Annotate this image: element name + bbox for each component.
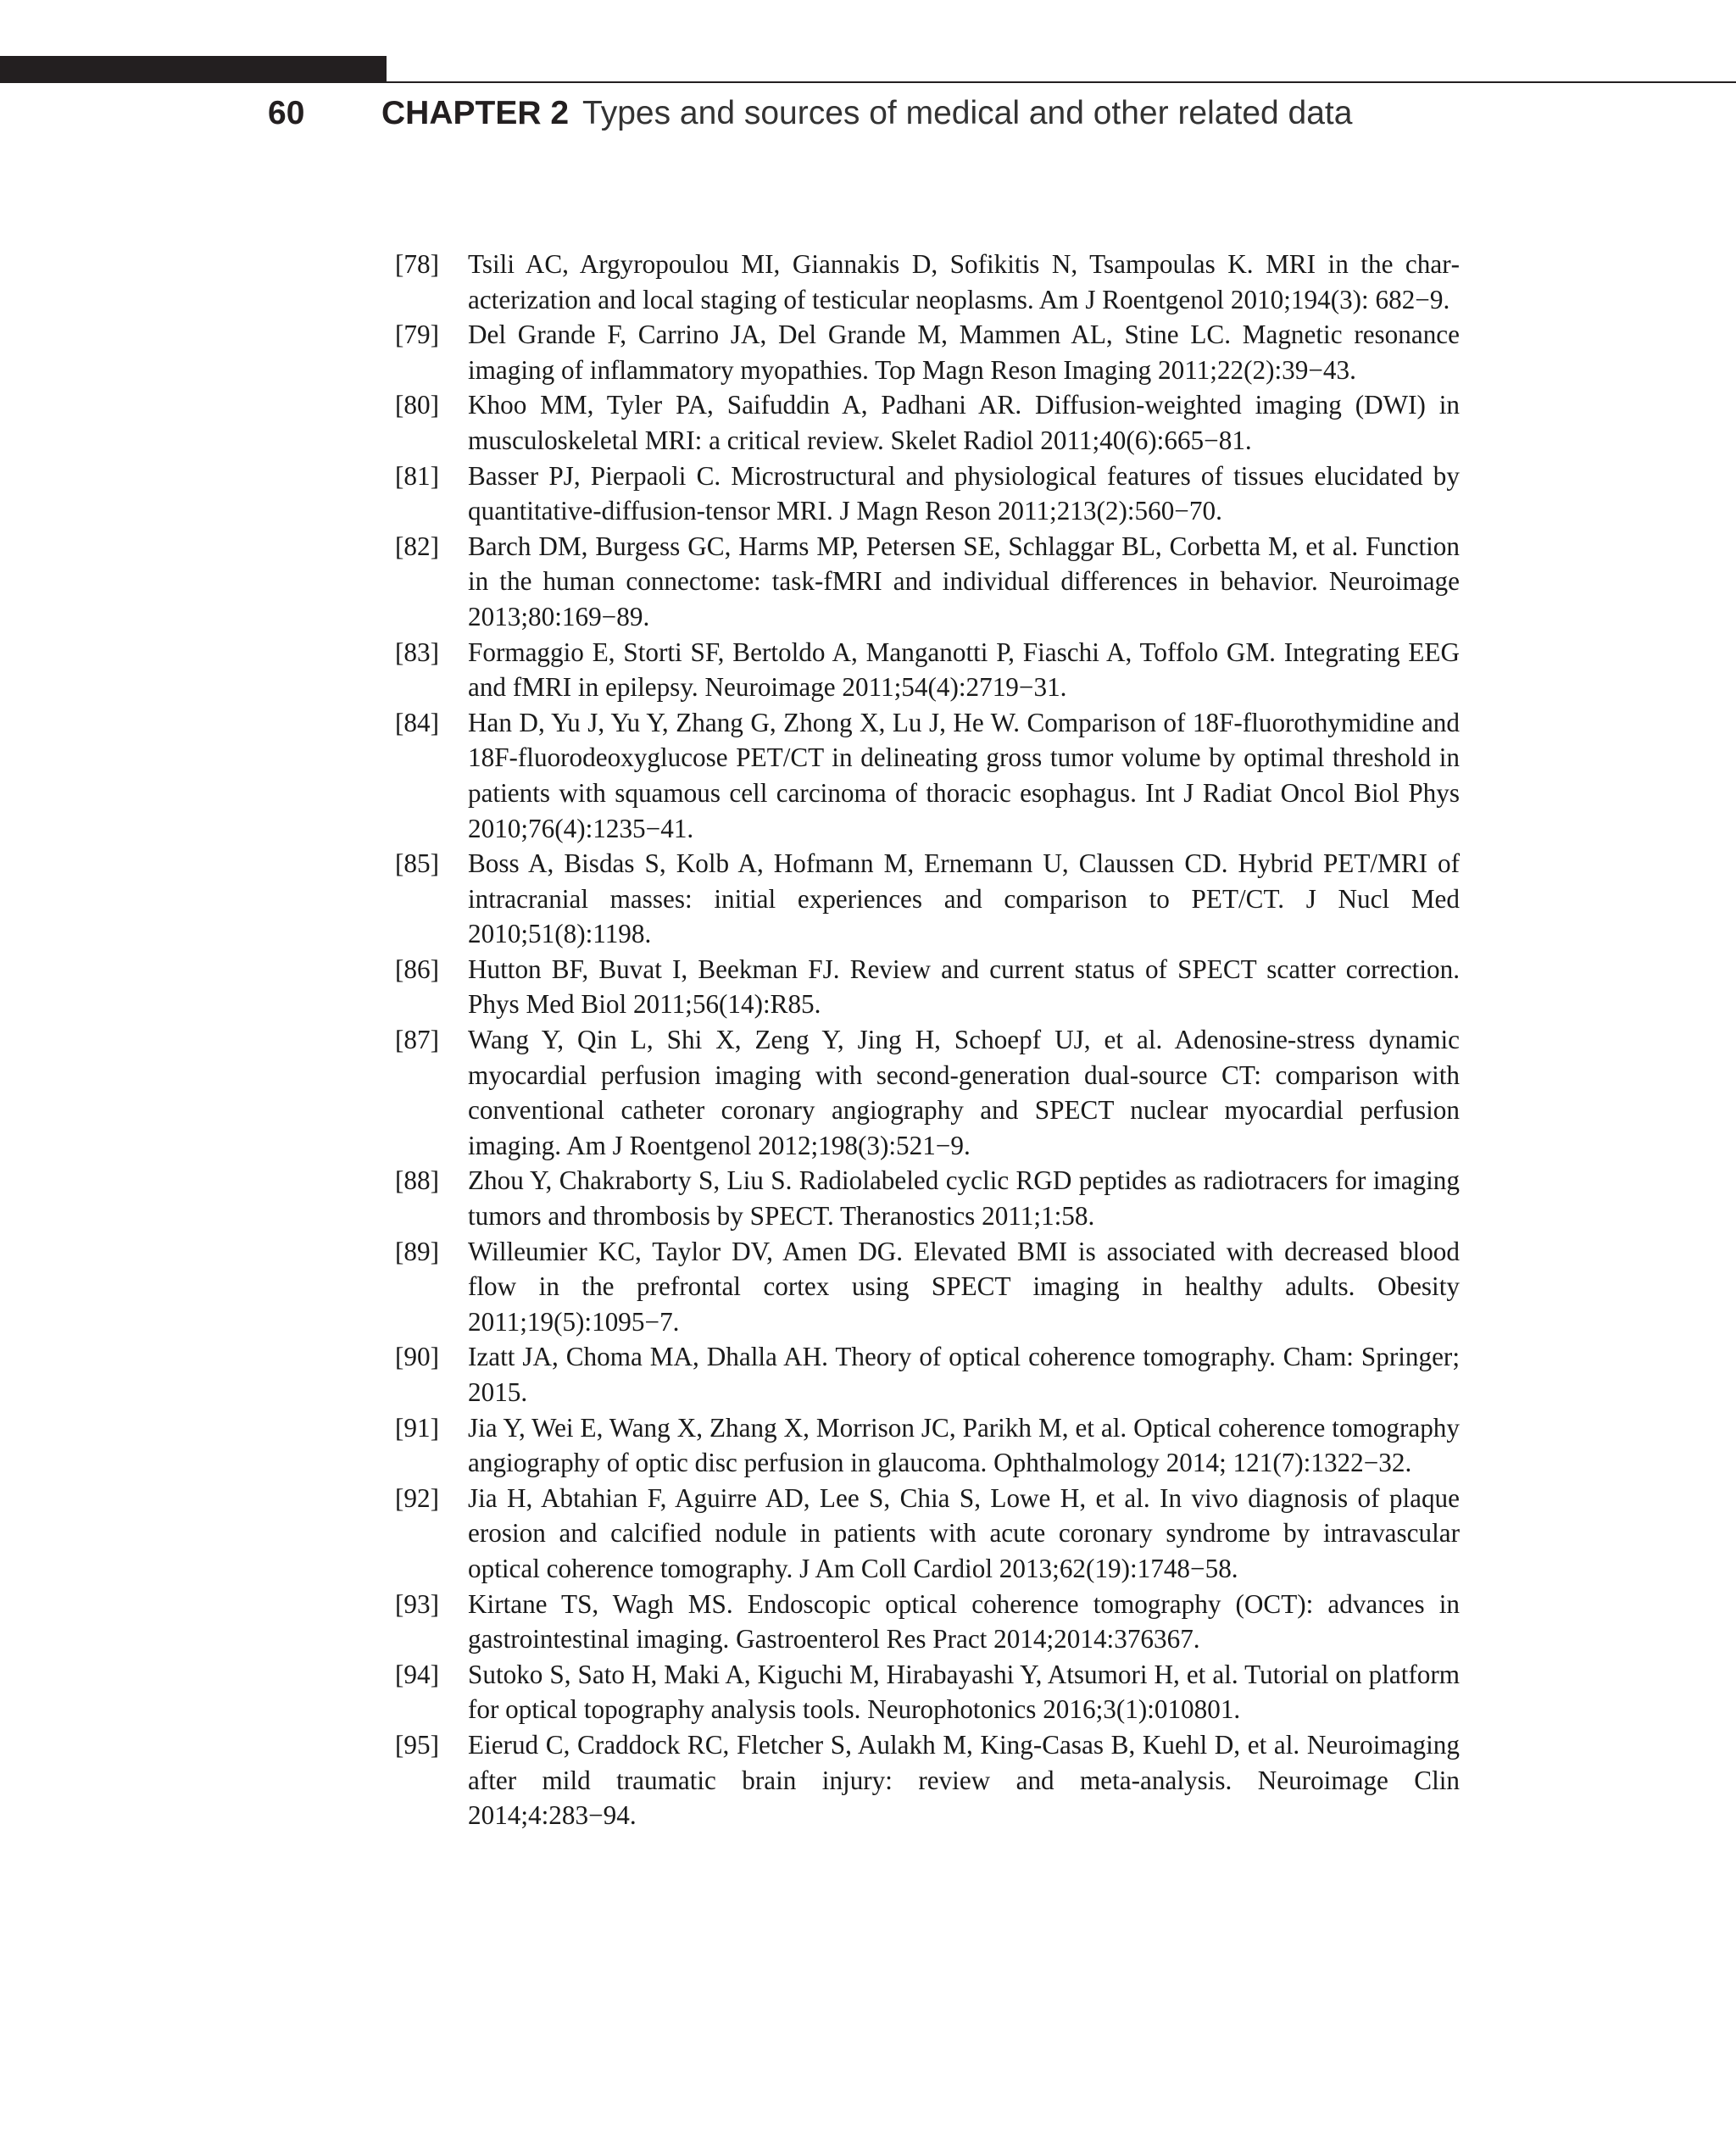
reference-number: [80] [395, 390, 439, 420]
reference-number: [94] [395, 1659, 439, 1689]
reference-text: Wang Y, Qin L, Shi X, Zeng Y, Jing H, Schoepf UJ, et al. Adenosine-stress dynamic myocardial perfusion imaging with second-generation dual-source CT: comparison with conventional catheter coronary angiography and SPECT nuclear myocardial perfusion imaging. Am J Roentgenol 2012;198(3):521−9. [468, 1025, 1460, 1160]
reference-text: Del Grande F, Carrino JA, Del Grande M, Mammen AL, Stine LC. Magnetic resonance imaging of inflammatory myopathies. Top Magn Reson Imaging 2011;22(2):39−43. [468, 320, 1460, 385]
page-number: 60 [268, 95, 305, 131]
reference-number: [89] [395, 1236, 439, 1266]
reference-number: [86] [395, 954, 439, 984]
reference-number: [81] [395, 460, 439, 491]
reference-item [395, 1234, 1460, 1340]
reference-number: [88] [395, 1165, 439, 1196]
reference-text: Khoo MM, Tyler PA, Saifuddin A, Padhani AR. Diffusion-weighted imaging (DWI) in musculoskeletal MRI: a critical review. Skelet Radiol 2011;40(6):665−81. [468, 390, 1460, 455]
reference-item [395, 247, 1460, 317]
reference-text: Tsili AC, Argyropoulou MI, Giannakis D, Sofikitis N, Tsampoulas K. MRI in the characterization and local staging of testicular neoplasms. Am J Roentgenol 2010;194(3): 682−9. [468, 249, 1460, 314]
reference-text: Eierud C, Craddock RC, Fletcher S, Aulakh M, King-Casas B, Kuehl D, et al. Neuroimaging after mild traumatic brain injury: review and meta-analysis. Neuroimage Clin 2014;4:283−94. [468, 1729, 1460, 1831]
reference-item [395, 1022, 1460, 1163]
chapter-label: CHAPTER 2 [381, 95, 570, 131]
reference-item [395, 846, 1460, 952]
header-rule [387, 81, 1736, 83]
reference-text: Boss A, Bisdas S, Kolb A, Hofmann M, Ernemann U, Claussen CD. Hybrid PET/MRI of intracranial masses: initial experiences and comparison to PET/CT. J Nucl Med 2010;51(8):1198. [468, 848, 1460, 949]
reference-item [395, 1339, 1460, 1410]
reference-item [395, 459, 1460, 529]
reference-text: Izatt JA, Choma MA, Dhalla AH. Theory of optical coherence tomography. Cham: Springer; 2015. [468, 1342, 1460, 1407]
reference-item [395, 705, 1460, 846]
reference-number: [83] [395, 637, 439, 667]
reference-number: [87] [395, 1025, 439, 1055]
reference-text: Kirtane TS, Wagh MS. Endoscopic optical coherence tomography (OCT): advances in gastrointestinal imaging. Gastroenterol Res Pract 2014;2014:376367. [468, 1588, 1460, 1654]
reference-item [395, 1481, 1460, 1587]
header-bar [0, 56, 387, 83]
reference-text: Formaggio E, Storti SF, Bertoldo A, Manganotti P, Fiaschi A, Toffolo GM. Integrating EEG and fMRI in epilepsy. Neuroimage 2011;54(4):2719−31. [468, 637, 1460, 703]
reference-item [395, 1657, 1460, 1727]
reference-number: [84] [395, 707, 439, 737]
chapter-title: Types and sources of medical and other related data [582, 95, 1353, 131]
reference-item [395, 387, 1460, 458]
reference-text: Jia H, Abtahian F, Aguirre AD, Lee S, Chia S, Lowe H, et al. In vivo diagnosis of plaque erosion and calcified nodule in patients with acute coronary syndrome by intravascular optical coherence tomography. J Am Coll Cardiol 2013;62(19):1748−58. [468, 1482, 1460, 1583]
running-head [268, 95, 1352, 141]
reference-number: [95] [395, 1729, 439, 1760]
reference-item [395, 1587, 1460, 1657]
reference-number: [93] [395, 1588, 439, 1619]
reference-item [395, 635, 1460, 705]
reference-text: Basser PJ, Pierpaoli C. Microstructural and physiological features of tissues elucidated by quantitative-diffusion-tensor MRI. J Magn Reson 2011;213(2):560−70. [468, 460, 1460, 526]
reference-list [395, 247, 1460, 1833]
reference-number: [85] [395, 848, 439, 879]
reference-text: Sutoko S, Sato H, Maki A, Kiguchi M, Hirabayashi Y, Atsumori H, et al. Tutorial on platform for optical topography analysis tools. Neurophotonics 2016;3(1):010801. [468, 1659, 1460, 1725]
reference-number: [79] [395, 320, 439, 350]
reference-number: [91] [395, 1412, 439, 1443]
reference-text: Hutton BF, Buvat I, Beekman FJ. Review and current status of SPECT scatter correction. Phys Med Biol 2011;56(14):R85. [468, 954, 1460, 1020]
reference-number: [90] [395, 1342, 439, 1372]
reference-number: [92] [395, 1482, 439, 1513]
reference-item [395, 1727, 1460, 1833]
reference-item [395, 317, 1460, 387]
reference-number: [78] [395, 249, 439, 279]
reference-number: [82] [395, 531, 439, 561]
reference-text: Zhou Y, Chakraborty S, Liu S. Radiolabeled cyclic RGD peptides as radiotracers for imaging tumors and thrombosis by SPECT. Theranostics 2011;1:58. [468, 1165, 1460, 1232]
reference-text: Jia Y, Wei E, Wang X, Zhang X, Morrison JC, Parikh M, et al. Optical coherence tomography angiography of optic disc perfusion in glaucoma. Ophthalmology 2014; 121(7):1322−32. [468, 1412, 1460, 1478]
reference-text: Barch DM, Burgess GC, Harms MP, Petersen SE, Schlaggar BL, Corbetta M, et al. Function in the human connectome: task-fMRI and individual differences in behavior. Neuroimage 2013;80:169−89. [468, 531, 1460, 631]
reference-item [395, 1410, 1460, 1481]
reference-text: Han D, Yu J, Yu Y, Zhang G, Zhong X, Lu J, He W. Comparison of 18F-fluorothymidine and 18F-fluorodeoxyglucose PET/CT in delineating gross tumor volume by optimal threshold in patients with squamous cell carcinoma of thoracic esophagus. Int J Radiat Oncol Biol Phys 2010;76(4):1235−41. [468, 707, 1460, 843]
reference-item [395, 529, 1460, 635]
reference-text: Willeumier KC, Taylor DV, Amen DG. Elevated BMI is associated with decreased blood flow in the prefrontal cortex using SPECT imaging in healthy adults. Obesity 2011;19(5):1095−7. [468, 1236, 1460, 1337]
reference-item [395, 952, 1460, 1022]
reference-item [395, 1163, 1460, 1233]
